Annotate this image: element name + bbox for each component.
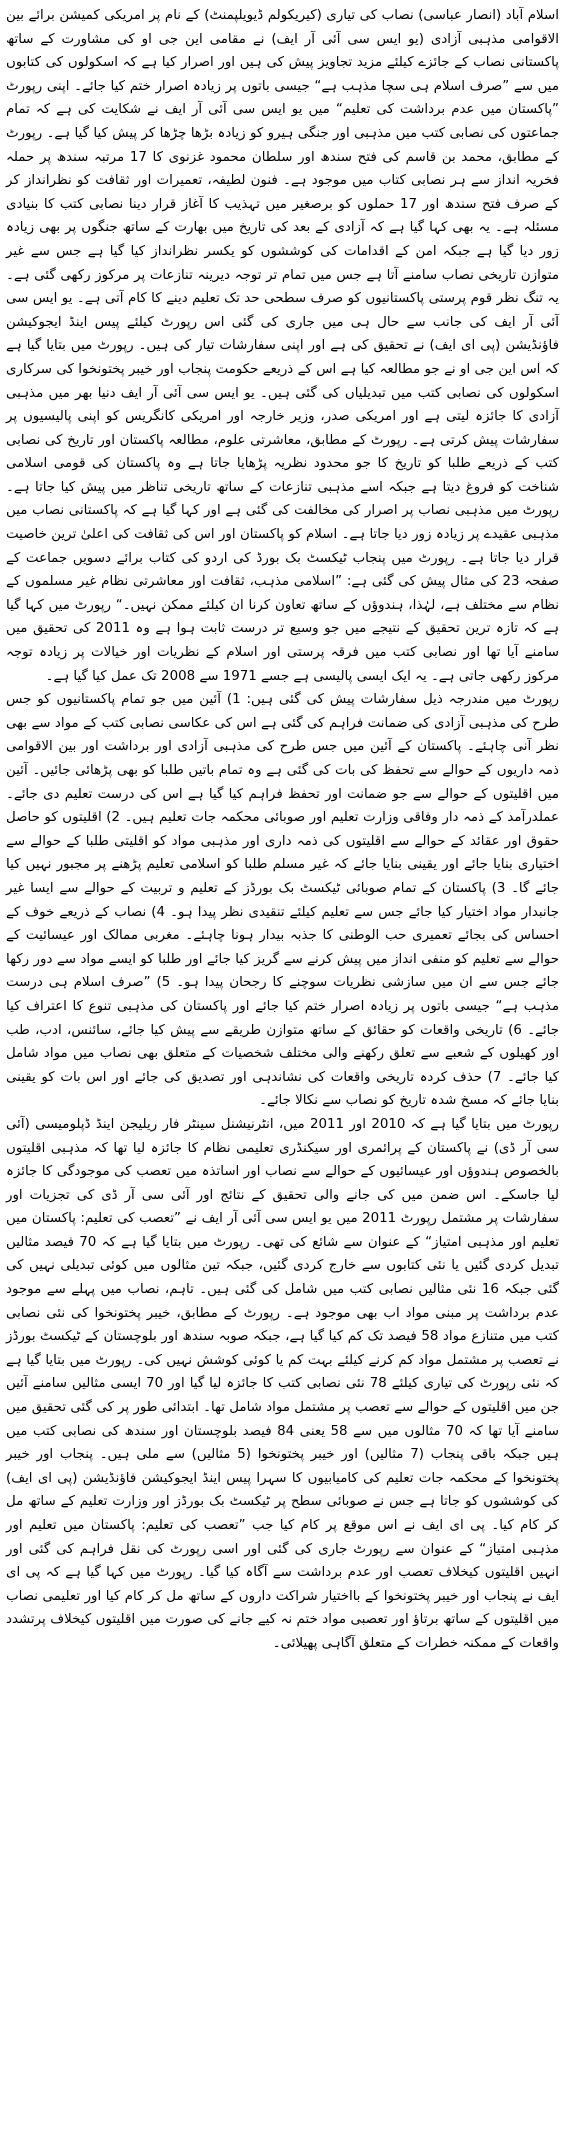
article-paragraph-3: رپورٹ میں بتایا گیا ہے کہ 2010 اور 2011 میں، انٹرنیشنل سینٹر فار ریلیجن اینڈ ڈپلومیسی (آئی سی آر ڈی) نے پاکستان کے پرائمری اور سیکنڈری تعلیمی نظام کا جائزہ لیا تھا کہ مذہبی اقلیتوں بالخصوص ہندوؤں اور عیسائیوں کے حوالے سے نصاب اور اساتذہ میں تعصب کی موجودگی کا جائزہ لیا جاسکے۔ اس ضمن میں کی جانے والی تحقیق کے نتائج اور آئی سی آر ڈی کی تجزیات اور سفارشات پر مشتمل رپورٹ 2011 میں یو ایس سی آئی آر ایف نے ”تعصب کی تعلیم: پاکستان میں تعلیم اور مذہبی امتیاز“ کے عنوان سے شائع کی تھی۔ رپورٹ میں بتایا گیا ہے کہ 70 فیصد مثالیں تبدیل کردی گئیں یا نئی کتابوں سے خارج کردی گئیں، جبکہ تین مثالوں میں کوئی تبدیلی نہیں کی گئی جبکہ 16 نئی مثالیں نصابی کتب میں شامل کی گئی ہیں۔ تاہم، نصاب میں پہلے سے موجود عدم برداشت پر مبنی مواد اب بھی موجود ہے۔ رپورٹ کے مطابق، خیبر پختونخوا کی نئی نصابی کتب میں متنازع مواد 58 فیصد تک کم کیا گیا ہے، جبکہ صوبہ سندھ اور بلوچستان کے ٹیکسٹ بورڈز نے تعصب پر مشتمل مواد کم کرنے کیلئے بہت کم یا کوئی کوشش نہیں کی۔ رپورٹ میں بتایا گیا ہے کہ نئی رپورٹ کی تیاری کیلئے 78 نئی نصابی کتب کا جائزہ لیا گیا اور 70 ایسی مثالیں سامنے آئیں جن میں اقلیتوں کے حوالے سے تعصب پر مشتمل مواد شامل تھا۔ ابتدائی طور پر کی گئی تحقیق میں سامنے آیا تھا کہ 70 مثالوں میں سے 58 یعنی 84 فیصد بلوچستان اور سندھ کی نصابی کتب میں ہیں جبکہ باقی پنجاب (7 مثالیں) اور خیبر پختونخوا (5 مثالیں) سے ملی ہیں۔ پنجاب اور خیبر پختونخوا کے محکمہ جات تعلیم کی کامیابیوں کا سہرا پیس اینڈ ایجوکیشن فاؤنڈیشن (پی ای ایف) کی کوششوں کو جاتا ہے جس نے صوبائی سطح پر ٹیکسٹ بک بورڈز اور وزارت تعلیم کے ساتھ مل کر کام کیا۔ پی ای ایف نے اس موقع پر کام کیا جب ”تعصب کی تعلیم: پاکستان میں تعلیم اور مذہبی امتیاز“ کے عنوان سے رپورٹ جاری کی گئی اور اسی رپورٹ کی نقل فراہم کی گئی اور انہیں اقلیتوں کیخلاف تعصب اور عدم برداشت سے آگاہ کیا گیا۔ رپورٹ میں کہا گیا ہے کہ پی ای ایف نے پنجاب اور خیبر پختونخوا کے بااختیار شراکت داروں کے ساتھ مل کر کام کیا اور تعلیمی نصاب میں اقلیتوں کے ساتھ برتاؤ اور تعصبی مواد ختم نہ کیے جانے کی صورت میں اقلیتوں کیخلاف پرتشدد واقعات کے ممکنہ خطرات کے متعلق آگاہی پھیلائی۔ (6, 1116, 560, 1651)
article-paragraph-2: رپورٹ میں مندرجہ ذیل سفارشات پیش کی گئی ہیں: 1) آئین میں جو تمام پاکستانیوں کو جس طرح کی مذہبی آزادی کی ضمانت فراہم کی گئی ہے اس کی عکاسی نصابی کتب کے مواد سے بھی نظر آنی چاہئے۔ پاکستان کے آئین میں جس طرح کی مذہبی آزادی اور برداشت اور بین الاقوامی ذمہ داریوں کے حوالے سے تحفظ کی بات کی گئی ہے وہ تمام باتیں طلبا کو بھی پڑھائی جائیں۔ آئین میں اقلیتوں کے حوالے سے جو ضمانت اور تحفظ فراہم کیا گیا ہے اس کی درست تعلیم دی جائے۔ عملدرآمد کے ذمہ دار وفاقی وزارت تعلیم اور صوبائی محکمہ جات تعلیم ہیں۔ 2) اقلیتوں کو حاصل حقوق اور عقائد کے حوالے سے اقلیتوں کی ذمہ داری اور مذہبی مواد کو اقلیتی طلبا کے حوالے سے اختیاری بنایا جائے اور یقینی بنایا جائے کہ غیر مسلم طلبا کو اسلامی تعلیم پڑھنے پر مجبور نہیں کیا جائے گا۔ 3) پاکستان کے تمام صوبائی ٹیکسٹ بک بورڈز کے تعلیم و تربیت کے حوالے سے ایسا غیر جانبدار مواد اختیار کیا جائے جس سے تعلیم کیلئے تنقیدی نظر پیدا ہو۔ 4) نصاب کے ذریعے خوف کے احساس کی بجائے تعمیری حب الوطنی کا جذبہ بیدار ہونا چاہئے۔ مغربی ممالک اور عیسائیت کے حوالے سے تعلیم کو منفی انداز میں پیش کرنے سے گریز کیا جائے اور طلبا کو ایسے مواد سے دور رکھا جائے جس سے ان میں سازشی نظریات سوچنے کا رجحان پیدا ہو۔ 5) ”صرف اسلام ہی درست مذہب ہے“ جیسی باتوں پر زیادہ اصرار ختم کیا جائے اور پاکستان کی مذہبی تنوع کا اعتراف کیا جائے۔ 6) تاریخی واقعات کو حقائق کے ساتھ متوازن طریقے سے پیش کیا جائے، سائنس، ادب، طب اور کھیلوں کے شعبے سے تعلق رکھنے والی مختلف شخصیات کے متعلق بھی نصاب میں مواد شامل کیا جائے۔ 7) حذف کردہ تاریخی واقعات کی نشاندہی اور تصدیق کی جائے اور اس بات کو یقینی بنایا جائے کہ مسخ شدہ تاریخ کو نصاب سے نکالا جائے۔ (6, 692, 559, 1109)
article-paragraph-1: اسلام آباد (انصار عباسی) نصاب کی تیاری (کیریکولم ڈیویلپمنٹ) کے نام پر امریکی کمیشن برائے بین الاقوامی مذہبی آزادی (یو ایس سی آئی آر ایف) نے مقامی این جی او کی مشاورت کے ساتھ پاکستانی نصاب کے جائزے کیلئے مزید تجاویز پیش کی ہیں اور اصرار کیا ہے کہ اسکولوں کی کتابوں میں سے ”صرف اسلام ہی سچا مذہب ہے“ جیسی باتوں پر زیادہ اصرار ختم کیا جائے۔ اپنی رپورٹ ”پاکستان میں عدم برداشت کی تعلیم“ میں یو ایس سی آئی آر ایف نے شکایت کی ہے کہ تمام جماعتوں کی نصابی کتب میں مذہبی اور جنگی ہیرو کو زیادہ بڑھا چڑھا کر پیش کیا گیا ہے۔ رپورٹ کے مطابق، محمد بن قاسم کی فتح سندھ اور سلطان محمود غزنوی کا 17 مرتبہ سندھ پر حملہ فخریہ انداز سے ہر نصابی کتاب میں موجود ہے۔ فنون لطیفہ، تعمیرات اور ثقافت کو نظرانداز کر کے صرف فتح سندھ اور 17 حملوں کو برصغیر میں تہذیب کا آغاز قرار دینا نصابی کتب کا بنیادی مسئلہ ہے۔ یہ بھی کہا گیا ہے کہ آزادی کے بعد کی تاریخ میں بھارت کے ساتھ جنگوں پر بھی زیادہ زور دیا گیا ہے جبکہ امن کے اقدامات کی کوششوں کو یکسر نظرانداز کیا گیا ہے جس سے غیر متوازن تاریخی نصاب سامنے آتا ہے جس میں تمام تر توجہ دیرینہ تنازعات پر مرکوز رکھی گئی ہے۔ یہ تنگ نظر قوم پرستی پاکستانیوں کو صرف سطحی حد تک تعلیم دینے کا کام آتی ہے۔ یو ایس سی آئی آر ایف کی جانب سے حال ہی میں جاری کی گئی اس رپورٹ کیلئے پیس اینڈ ایجوکیشن فاؤنڈیشن (پی ای ایف) نے تحقیق کی ہے اور اپنی سفارشات تیار کی ہیں۔ رپورٹ میں بتایا گیا ہے کہ اس این جی او نے جو مطالعہ کیا ہے اس کے ذریعے حکومت پنجاب اور خیبر پختونخوا کی سرکاری اسکولوں کی نصابی کتب میں تبدیلیاں کی گئی ہیں۔ یو ایس سی آئی آر ایف دنیا بھر میں مذہبی آزادی کا جائزہ لیتی ہے اور امریکی صدر، وزیر خارجہ اور امریکی کانگریس کو اپنی پالیسیوں پر سفارشات پیش کرتی ہے۔ رپورٹ کے مطابق، معاشرتی علوم، مطالعہ پاکستان اور تاریخ کی نصابی کتب کے ذریعے طلبا کو تاریخ کا جو محدود نظریہ پڑھایا جاتا ہے وہ پاکستان کی قومی اسلامی شناخت کو فروغ دیتا ہے جبکہ اسے مذہبی تنازعات کے ساتھ تاریخی تناظر میں پیش کیا جاتا ہے۔ رپورٹ میں مذہبی نصاب پر اصرار کی مخالفت کی گئی ہے اور کہا گیا ہے کہ پاکستانی نصاب میں مذہبی عقیدے پر زیادہ زور دیا جاتا ہے۔ اسلام کو پاکستان اور اس کی ثقافت کی اعلیٰ ترین خاصیت قرار دیا جاتا ہے۔ رپورٹ میں پنجاب ٹیکسٹ بک بورڈ کی اردو کی کتاب برائے دسویں جماعت کے صفحہ 23 کی مثال پیش کی گئی ہے: ”اسلامی مذہب، ثقافت اور معاشرتی نظام غیر مسلموں کے نظام سے مختلف ہے، لہٰذا، ہندوؤں کے ساتھ تعاون کرنا ان کیلئے ممکن نہیں۔“ رپورٹ میں کہا گیا ہے کہ تازہ ترین تحقیق کے نتیجے میں جو وسیع تر درست ثابت ہوا ہے وہ 2011 کی تحقیق میں سامنے آیا تھا اور نصابی کتب میں فرقہ پرستی اور اسلام کے نظریات اور خیالات پر زیادہ توجہ مرکوز رکھی جاتی ہے۔ یہ ایک ایسی پالیسی ہے جسے 1971 سے 2008 تک عمل کیا گیا ہے۔ (6, 8, 559, 684)
